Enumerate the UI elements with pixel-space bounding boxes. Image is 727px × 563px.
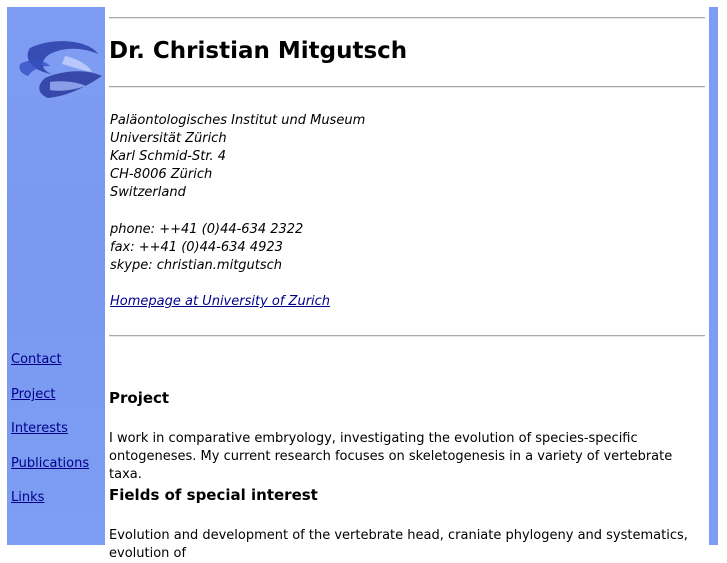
skype-id: skype: christian.mitgutsch [110, 258, 283, 273]
embryo-logo-icon [10, 36, 105, 106]
homepage-link-wrapper [110, 293, 330, 311]
project-text: I work in comparative embryology, investigating the evolution of species-specific ontogeneses. My current research focuses on skeletogenesis in a variety of vertebrate taxa. [109, 431, 673, 482]
fax-number: fax: ++41 (0)44-634 4923 [110, 240, 283, 255]
nav-links-link[interactable]: Links [11, 490, 45, 505]
project-heading: Project [109, 389, 170, 407]
homepage-link[interactable]: Homepage at University of Zurich [110, 294, 331, 309]
address-line-university: Universität Zürich [110, 131, 227, 146]
phone-number: phone: ++41 (0)44-634 2322 [110, 222, 304, 237]
address-line-street: Karl Schmid-Str. 4 [110, 149, 227, 164]
nav-project-link[interactable]: Project [11, 387, 56, 402]
right-edge-bar [709, 7, 718, 545]
address-line-city: CH-8006 Zürich [110, 167, 213, 182]
nav-interests-link[interactable]: Interests [11, 421, 68, 436]
nav-contact-link[interactable]: Contact [11, 352, 62, 367]
interests-heading: Fields of special interest [109, 486, 318, 504]
header-divider [109, 86, 705, 88]
interests-text: Evolution and development of the vertebrate head, craniate phylogeny and systematics, evolution of [109, 528, 688, 561]
nav-publications-link[interactable]: Publications [11, 456, 90, 471]
contact-divider [109, 335, 705, 337]
address-line-country: Switzerland [110, 185, 186, 200]
address-line-institute: Paläontologisches Institut und Museum [110, 113, 366, 128]
page-title: Dr. Christian Mitgutsch [109, 38, 408, 64]
top-divider [109, 17, 705, 19]
